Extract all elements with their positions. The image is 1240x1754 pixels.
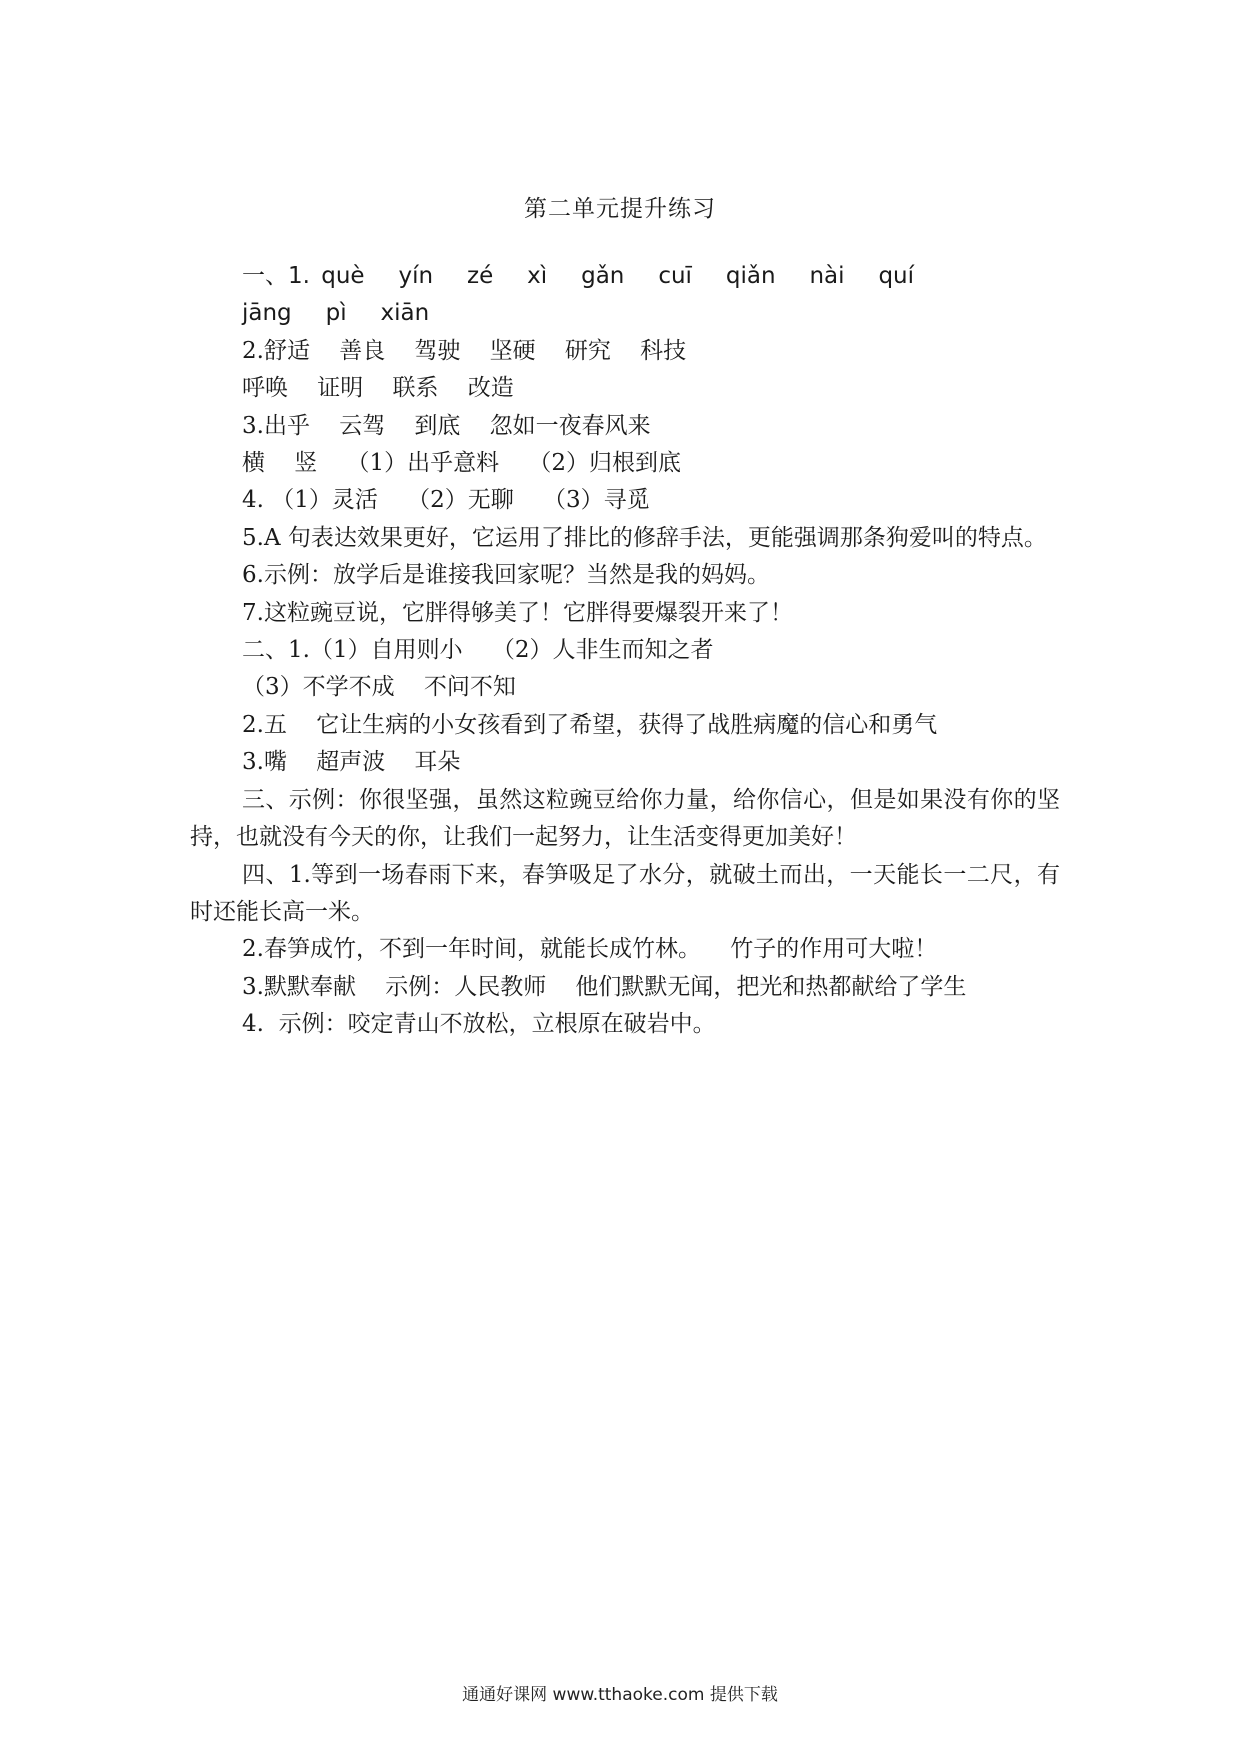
answer-line: 2.舒适 善良 驾驶 坚硬 研究 科技 [242,337,687,364]
answer-line: 6.示例：放学后是谁接我回家呢？当然是我的妈妈。 [242,562,770,589]
answer-line: （3）不学不成 不问不知 [242,674,516,701]
answer-line-pinyin-1: 一、1. què yín zé xì gǎn cuī qiǎn nài quí [242,263,915,289]
answer-line: 二、1.（1）自用则小 （2）人非生而知之者 [242,637,714,664]
answer-line: 4. （1）灵活 （2）无聊 （3）寻觅 [242,487,650,514]
page-title: 第二单元提升练习 [524,196,716,222]
answer-line: 3.出乎 云驾 到底 忽如一夜春风来 [242,412,651,439]
answer-line: 2.春笋成竹，不到一年时间，就能长成竹林。 竹子的作用可大啦！ [242,936,938,963]
page-footer: 通通好课网 www.tthaoke.com 提供下载 [462,1685,778,1705]
answer-paragraph: 三、示例：你很坚强，虽然这粒豌豆给你力量，给你信心，但是如果没有你的坚持，也就没有今天的你，让我们一起努力，让生活变得更加美好！ [190,786,1060,851]
answer-line: 3.默默奉献 示例：人民教师 他们默默无闻，把光和热都献给了学生 [242,973,967,1000]
answer-list [190,258,1060,1044]
answer-line: 2.五 它让生病的小女孩看到了希望，获得了战胜病魔的信心和勇气 [242,711,938,738]
answer-paragraph: 四、1.等到一场春雨下来，春笋吸足了水分，就破土而出，一天能长一二尺，有时还能长高一米。 [190,861,1060,925]
answer-line: 横 竖 （1）出乎意料 （2）归根到底 [242,450,681,477]
answer-line-pinyin-2: jāng pì xiān [242,300,430,327]
answer-line: 7.这粒豌豆说，它胖得够美了！它胖得要爆裂开来了！ [242,599,793,626]
answer-line: 3.嘴 超声波 耳朵 [242,749,461,776]
answer-paragraph: 5.A 句表达效果更好，它运用了排比的修辞手法，更能强调那条狗爱叫的特点。 [242,524,1047,551]
answer-line: 4. 示例：咬定青山不放松，立根原在破岩中。 [242,1011,716,1038]
answer-line: 呼唤 证明 联系 改造 [242,375,514,402]
